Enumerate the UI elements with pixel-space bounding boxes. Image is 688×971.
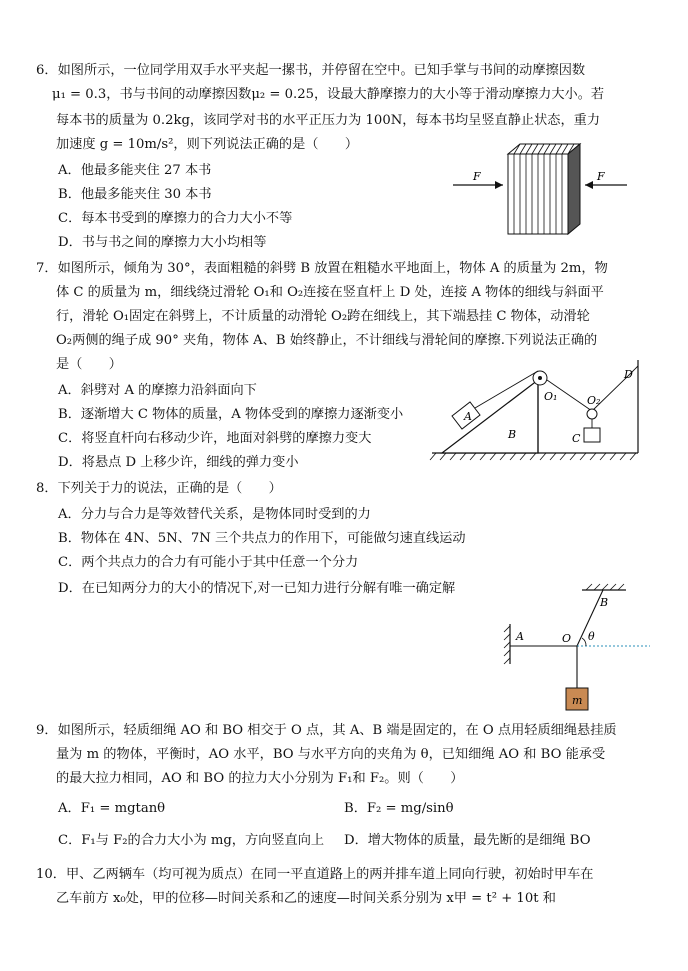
right-force-label: F <box>597 170 605 183</box>
q7-line-3: 行，滑轮 O₁固定在斜劈上，不计质量的动滑轮 O₂跨在细线上，其下端悬挂 C 物体，动滑轮 <box>56 309 590 324</box>
label-o2: O₂ <box>587 394 601 407</box>
label-d: D <box>624 368 633 381</box>
q10-line-2: 乙车前方 x₀处，甲的位移—时间关系和乙的速度—时间关系分别为 x甲 = t² + 10t 和 <box>56 891 556 906</box>
q7-line-2: 体 C 的质量为 m，细线绕过滑轮 O₁和 O₂连接在竖直杆上 D 处，连接 A 物体的细线与斜面平 <box>56 285 604 300</box>
label-mass: m <box>572 694 583 707</box>
q6-option-d: D．书与书之间的摩擦力大小均相等 <box>58 235 267 250</box>
label-theta: θ <box>588 630 595 643</box>
q6-option-c: C．每本书受到的摩擦力的合力大小不等 <box>58 211 293 226</box>
label-c: C <box>572 432 581 445</box>
label-o1: O₁ <box>544 390 558 403</box>
q7-option-d: D．将悬点 D 上移少许，细线的弹力变小 <box>58 455 299 470</box>
label-b: B <box>508 428 517 441</box>
q9-line-1: 9．如图所示，轻质细绳 AO 和 BO 相交于 O 点，其 A、B 端是固定的，在 O 点用轻质细绳悬挂质 <box>36 723 617 738</box>
q8-option-a: A．分力与合力是等效替代关系，是物体同时受到的力 <box>58 507 371 522</box>
q7-option-b: B．逐渐增大 C 物体的质量，A 物体受到的摩擦力逐渐变小 <box>58 407 404 422</box>
rope-mass-figure <box>500 582 660 717</box>
q6-line-3: 每本书的质量为 0.2kg，该同学对书的水平正压力为 100N，每本书均呈竖直静止状态，重力 <box>56 113 601 128</box>
left-force-label: F <box>473 170 481 183</box>
q7-line-5: 是（ ） <box>56 357 122 372</box>
q8-line-1: 8．下列关于力的说法，正确的是（ ） <box>36 481 282 496</box>
label-point-o: O <box>562 632 572 645</box>
q7-line-1: 7．如图所示，倾角为 30°，表面粗糙的斜劈 B 放置在粗糙水平地面上，物体 A 的质量为 2m，物 <box>36 261 608 276</box>
q8-option-b: B．物体在 4N、5N、7N 三个共点力的作用下，可能做匀速直线运动 <box>58 531 466 546</box>
q6-line-1: 6．如图所示，一位同学用双手水平夹起一摞书，并停留在空中。已知手掌与书间的动摩擦因数 <box>36 63 586 78</box>
label-point-a: A <box>516 630 524 643</box>
q9-option-a: A．F₁ = mgtanθ <box>58 801 166 816</box>
q8-option-c: C．两个共点力的合力有可能小于其中任意一个分力 <box>58 555 359 570</box>
q7-option-a: A．斜劈对 A 的摩擦力沿斜面向下 <box>58 383 257 398</box>
label-a: A <box>464 410 472 423</box>
q9-option-d: D．增大物体的质量，最先断的是细绳 BO <box>344 833 591 848</box>
incline-pulley-figure <box>430 358 640 463</box>
q8-option-d: D．在已知两分力的大小的情况下,对一已知力进行分解有唯一确定解 <box>58 581 456 596</box>
q7-line-4: O₂两侧的绳子成 90° 夹角，物体 A、B 始终静止，不计细线与滑轮间的摩擦.下列说法正确的 <box>56 333 598 348</box>
q9-option-b: B．F₂ = mg/sinθ <box>344 801 454 816</box>
q9-option-c: C．F₁与 F₂的合力大小为 mg，方向竖直向上 <box>58 833 325 848</box>
label-point-b: B <box>600 596 609 609</box>
q6-line-4: 加速度 g = 10m/s²，则下列说法正确的是（ ） <box>56 137 359 152</box>
q7-option-c: C．将竖直杆向右移动少许，地面对斜劈的摩擦力变大 <box>58 431 372 446</box>
books-figure <box>445 140 635 240</box>
q9-line-2: 量为 m 的物体，平衡时，AO 水平，BO 与水平方向的夹角为 θ，已知细绳 AO 和 BO 能承受 <box>56 747 606 762</box>
q6-line-2: μ₁ = 0.3，书与书间的动摩擦因数μ₂ = 0.25，设最大静摩擦力的大小等于滑动摩擦力大小。若 <box>52 87 605 102</box>
q6-option-b: B．他最多能夹住 30 本书 <box>58 187 212 202</box>
q10-line-1: 10．甲、乙两辆车（均可视为质点）在同一平直道路上的两并排车道上同向行驶，初始时甲车在 <box>36 867 594 882</box>
q9-line-3: 的最大拉力相同，AO 和 BO 的拉力大小分别为 F₁和 F₂。则（ ） <box>56 771 464 786</box>
q6-option-a: A．他最多能夹住 27 本书 <box>58 163 212 178</box>
